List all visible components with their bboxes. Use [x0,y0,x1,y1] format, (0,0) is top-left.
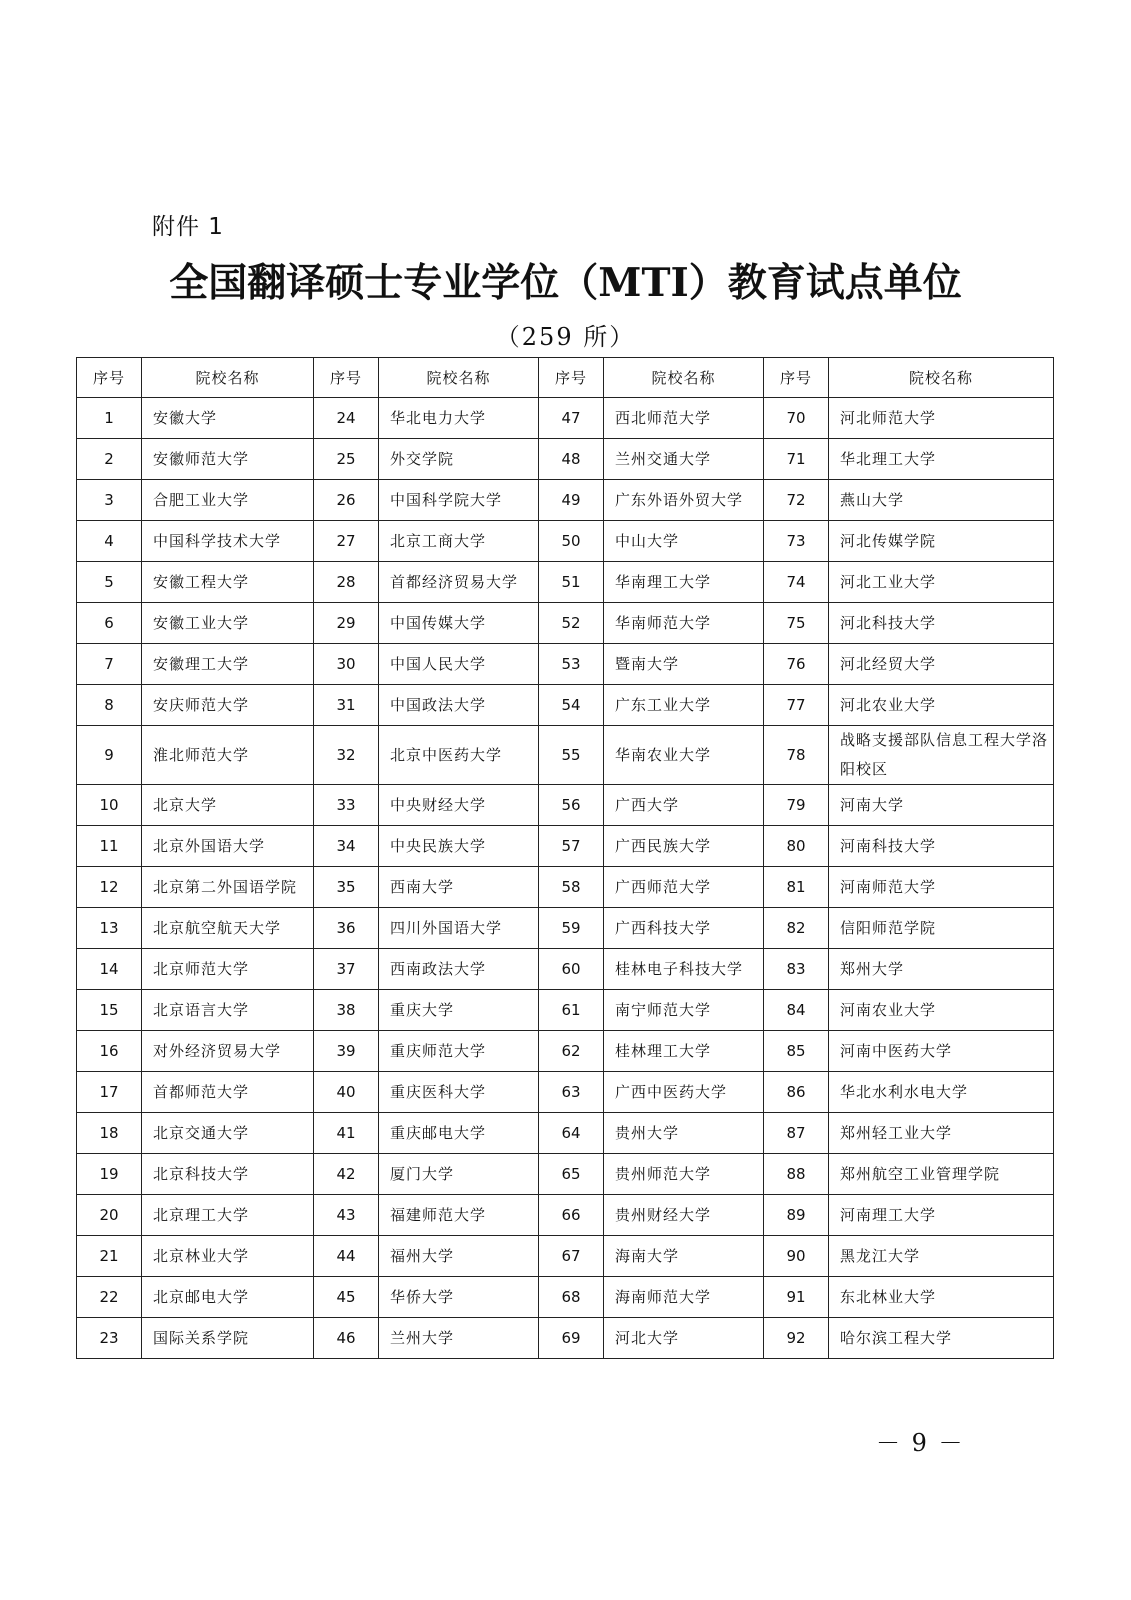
serial-number: 43 [314,1195,379,1236]
institution-name: 北京大学 [142,785,314,826]
serial-number: 54 [539,685,604,726]
serial-number: 75 [764,603,829,644]
institution-name: 北京中医药大学 [379,726,539,785]
serial-number: 31 [314,685,379,726]
institution-name: 华南理工大学 [604,562,764,603]
table-row [77,398,1054,439]
serial-number: 53 [539,644,604,685]
institution-name: 河北工业大学 [829,562,1054,603]
institution-name: 河南理工大学 [829,1195,1054,1236]
serial-number: 41 [314,1113,379,1154]
serial-number: 69 [539,1318,604,1359]
institution-name: 对外经济贸易大学 [142,1031,314,1072]
serial-number: 38 [314,990,379,1031]
serial-number: 77 [764,685,829,726]
serial-number: 79 [764,785,829,826]
table-row [77,785,1054,826]
institution-name: 暨南大学 [604,644,764,685]
table-row [77,867,1054,908]
serial-number: 81 [764,867,829,908]
serial-number: 20 [77,1195,142,1236]
serial-number: 26 [314,480,379,521]
column-header: 院校名称 [829,358,1054,398]
serial-number: 60 [539,949,604,990]
institution-name: 广西大学 [604,785,764,826]
serial-number: 70 [764,398,829,439]
institution-name: 中国科学院大学 [379,480,539,521]
institution-name: 广东外语外贸大学 [604,480,764,521]
serial-number: 13 [77,908,142,949]
institution-name: 郑州大学 [829,949,1054,990]
serial-number: 45 [314,1277,379,1318]
institution-name: 海南大学 [604,1236,764,1277]
institution-name: 华南师范大学 [604,603,764,644]
serial-number: 36 [314,908,379,949]
institution-name: 华北电力大学 [379,398,539,439]
institution-name: 海南师范大学 [604,1277,764,1318]
serial-number: 27 [314,521,379,562]
institution-name: 郑州轻工业大学 [829,1113,1054,1154]
institution-name: 河北传媒学院 [829,521,1054,562]
institution-name: 北京理工大学 [142,1195,314,1236]
serial-number: 89 [764,1195,829,1236]
institution-name: 北京第二外国语学院 [142,867,314,908]
institution-name: 黑龙江大学 [829,1236,1054,1277]
institution-name: 河北农业大学 [829,685,1054,726]
institution-name: 河南大学 [829,785,1054,826]
table-row [77,562,1054,603]
column-header: 院校名称 [142,358,314,398]
table-row [77,990,1054,1031]
attachment-label: 附件 1 [152,214,224,240]
serial-number: 7 [77,644,142,685]
institution-name: 北京师范大学 [142,949,314,990]
serial-number: 23 [77,1318,142,1359]
serial-number: 18 [77,1113,142,1154]
institution-name: 重庆邮电大学 [379,1113,539,1154]
institution-name: 北京工商大学 [379,521,539,562]
institution-name: 安庆师范大学 [142,685,314,726]
institution-name: 哈尔滨工程大学 [829,1318,1054,1359]
column-header: 序号 [764,358,829,398]
table-row [77,1154,1054,1195]
institution-name: 河南师范大学 [829,867,1054,908]
serial-number: 12 [77,867,142,908]
institution-name: 北京语言大学 [142,990,314,1031]
serial-number: 84 [764,990,829,1031]
institution-name: 安徽工程大学 [142,562,314,603]
serial-number: 72 [764,480,829,521]
serial-number: 80 [764,826,829,867]
serial-number: 88 [764,1154,829,1195]
serial-number: 2 [77,439,142,480]
serial-number: 19 [77,1154,142,1195]
column-header: 序号 [539,358,604,398]
serial-number: 42 [314,1154,379,1195]
serial-number: 17 [77,1072,142,1113]
institution-name: 北京外国语大学 [142,826,314,867]
serial-number: 59 [539,908,604,949]
table-row [77,1236,1054,1277]
serial-number: 65 [539,1154,604,1195]
institution-name: 中国科学技术大学 [142,521,314,562]
serial-number: 33 [314,785,379,826]
institution-name: 河南科技大学 [829,826,1054,867]
institution-name: 重庆医科大学 [379,1072,539,1113]
institution-name: 福建师范大学 [379,1195,539,1236]
institution-name: 广西中医药大学 [604,1072,764,1113]
serial-number: 83 [764,949,829,990]
institution-name: 安徽师范大学 [142,439,314,480]
institution-name: 华北理工大学 [829,439,1054,480]
serial-number: 22 [77,1277,142,1318]
serial-number: 62 [539,1031,604,1072]
serial-number: 64 [539,1113,604,1154]
page-subtitle: （259 所） [495,323,636,351]
serial-number: 5 [77,562,142,603]
institution-name: 广西民族大学 [604,826,764,867]
institution-name: 中央民族大学 [379,826,539,867]
institution-name: 东北林业大学 [829,1277,1054,1318]
page-number: － 9 － [876,1429,965,1457]
institution-name: 中山大学 [604,521,764,562]
institution-name: 河北师范大学 [829,398,1054,439]
serial-number: 85 [764,1031,829,1072]
institution-name: 广西师范大学 [604,867,764,908]
institution-name: 河南农业大学 [829,990,1054,1031]
institution-name: 重庆师范大学 [379,1031,539,1072]
institution-name: 西北师范大学 [604,398,764,439]
serial-number: 49 [539,480,604,521]
serial-number: 21 [77,1236,142,1277]
table-row [77,908,1054,949]
serial-number: 76 [764,644,829,685]
institution-name: 河南中医药大学 [829,1031,1054,1072]
serial-number: 48 [539,439,604,480]
serial-number: 29 [314,603,379,644]
serial-number: 6 [77,603,142,644]
institution-name: 外交学院 [379,439,539,480]
serial-number: 52 [539,603,604,644]
serial-number: 47 [539,398,604,439]
institution-name: 淮北师范大学 [142,726,314,785]
serial-number: 37 [314,949,379,990]
serial-number: 4 [77,521,142,562]
table-row [77,1113,1054,1154]
serial-number: 90 [764,1236,829,1277]
institution-name: 重庆大学 [379,990,539,1031]
institution-name: 国际关系学院 [142,1318,314,1359]
institution-name: 河北经贸大学 [829,644,1054,685]
institution-name: 四川外国语大学 [379,908,539,949]
institution-name: 厦门大学 [379,1154,539,1195]
institution-name: 中央财经大学 [379,785,539,826]
serial-number: 55 [539,726,604,785]
table-row [77,1072,1054,1113]
institution-name: 信阳师范学院 [829,908,1054,949]
table-row [77,1031,1054,1072]
serial-number: 71 [764,439,829,480]
institution-name: 河北科技大学 [829,603,1054,644]
serial-number: 35 [314,867,379,908]
serial-number: 87 [764,1113,829,1154]
serial-number: 1 [77,398,142,439]
column-header: 院校名称 [604,358,764,398]
serial-number: 11 [77,826,142,867]
serial-number: 30 [314,644,379,685]
institution-name: 兰州交通大学 [604,439,764,480]
institution-name: 广东工业大学 [604,685,764,726]
institution-name: 合肥工业大学 [142,480,314,521]
institution-name: 北京邮电大学 [142,1277,314,1318]
institution-name: 安徽大学 [142,398,314,439]
serial-number: 50 [539,521,604,562]
institution-name: 南宁师范大学 [604,990,764,1031]
serial-number: 15 [77,990,142,1031]
serial-number: 56 [539,785,604,826]
table-row [77,644,1054,685]
institution-name: 郑州航空工业管理学院 [829,1154,1054,1195]
serial-number: 25 [314,439,379,480]
institution-name: 西南政法大学 [379,949,539,990]
table-row [77,603,1054,644]
page-title: 全国翻译硕士专业学位（MTI）教育试点单位 [169,260,962,306]
column-header: 序号 [314,358,379,398]
serial-number: 68 [539,1277,604,1318]
serial-number: 51 [539,562,604,603]
institution-name: 河北大学 [604,1318,764,1359]
serial-number: 86 [764,1072,829,1113]
table-row [77,826,1054,867]
institution-name: 贵州财经大学 [604,1195,764,1236]
table-row [77,439,1054,480]
table-row [77,521,1054,562]
serial-number: 34 [314,826,379,867]
serial-number: 40 [314,1072,379,1113]
institution-name: 北京科技大学 [142,1154,314,1195]
serial-number: 10 [77,785,142,826]
institution-name: 福州大学 [379,1236,539,1277]
serial-number: 32 [314,726,379,785]
serial-number: 8 [77,685,142,726]
table-body [77,398,1054,1359]
institution-name: 北京航空航天大学 [142,908,314,949]
serial-number: 67 [539,1236,604,1277]
institution-name: 战略支援部队信息工程大学洛阳校区 [829,726,1054,785]
serial-number: 58 [539,867,604,908]
table-row [77,726,1054,785]
institution-name: 华北水利水电大学 [829,1072,1054,1113]
serial-number: 28 [314,562,379,603]
institution-name: 华南农业大学 [604,726,764,785]
column-header: 院校名称 [379,358,539,398]
institution-name: 贵州师范大学 [604,1154,764,1195]
institution-name: 中国人民大学 [379,644,539,685]
table-row [77,685,1054,726]
institution-name: 桂林理工大学 [604,1031,764,1072]
table-header-row [77,358,1054,398]
serial-number: 46 [314,1318,379,1359]
serial-number: 82 [764,908,829,949]
institution-name: 燕山大学 [829,480,1054,521]
serial-number: 24 [314,398,379,439]
institution-name: 贵州大学 [604,1113,764,1154]
serial-number: 78 [764,726,829,785]
institution-name: 中国政法大学 [379,685,539,726]
institution-name: 华侨大学 [379,1277,539,1318]
institution-name: 中国传媒大学 [379,603,539,644]
institution-name: 桂林电子科技大学 [604,949,764,990]
institution-name: 北京交通大学 [142,1113,314,1154]
serial-number: 63 [539,1072,604,1113]
institution-name: 北京林业大学 [142,1236,314,1277]
institution-name: 广西科技大学 [604,908,764,949]
serial-number: 91 [764,1277,829,1318]
serial-number: 66 [539,1195,604,1236]
serial-number: 73 [764,521,829,562]
table-row [77,1318,1054,1359]
institution-name: 兰州大学 [379,1318,539,1359]
table-row [77,949,1054,990]
serial-number: 92 [764,1318,829,1359]
serial-number: 44 [314,1236,379,1277]
institution-name: 安徽理工大学 [142,644,314,685]
institution-name: 首都经济贸易大学 [379,562,539,603]
serial-number: 9 [77,726,142,785]
serial-number: 14 [77,949,142,990]
serial-number: 74 [764,562,829,603]
table-row [77,1277,1054,1318]
serial-number: 61 [539,990,604,1031]
institution-table [76,357,1054,1359]
serial-number: 3 [77,480,142,521]
institution-name: 西南大学 [379,867,539,908]
institution-name: 安徽工业大学 [142,603,314,644]
serial-number: 16 [77,1031,142,1072]
serial-number: 57 [539,826,604,867]
table-row [77,480,1054,521]
column-header: 序号 [77,358,142,398]
institution-name: 首都师范大学 [142,1072,314,1113]
table-row [77,1195,1054,1236]
serial-number: 39 [314,1031,379,1072]
